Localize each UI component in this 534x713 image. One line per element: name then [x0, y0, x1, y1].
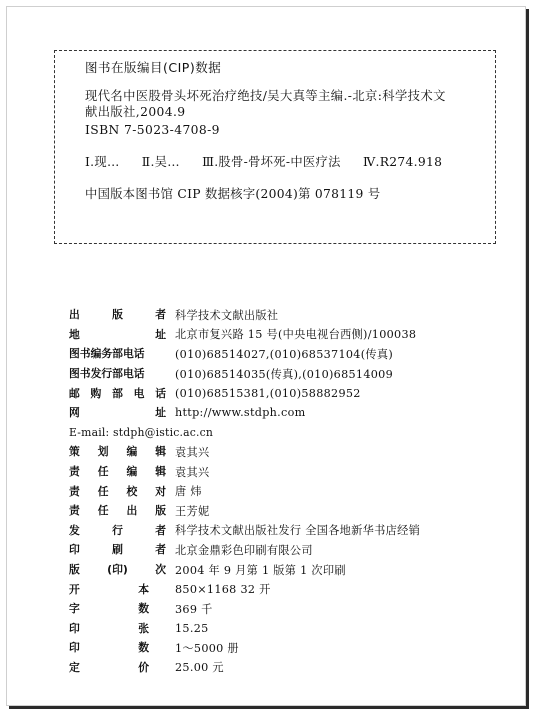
website-value: http://www.stdph.com — [175, 406, 306, 420]
planning-editor-value: 袁其兴 — [175, 445, 210, 459]
colophon-row-responsible-editor — [69, 462, 420, 482]
distributor-label: 发 行 者 — [69, 523, 166, 537]
publisher-value: 科学技术文献出版社 — [175, 308, 279, 322]
colophon-row-production — [69, 501, 420, 521]
colophon-row-publisher — [69, 305, 420, 325]
colophon-row-editorial-phone — [69, 344, 420, 364]
colophon-row-proofreader — [69, 481, 420, 501]
print-run-label: 印 数 — [69, 641, 149, 655]
responsible-editor-label: 责 任 编 辑 — [69, 465, 166, 479]
cip-subject: Ⅱ.吴… — [141, 155, 180, 170]
cip-isbn: ISBN 7-5023-4708-9 — [85, 123, 220, 138]
email-text: E-mail: stdph@istic.ac.cn — [69, 425, 214, 439]
colophon-row-sheets — [69, 619, 420, 639]
responsible-editor-value: 袁其兴 — [175, 465, 210, 479]
cip-subject: Ⅰ.现… — [85, 155, 120, 170]
cip-subject: Ⅲ.股骨-骨坏死-中医疗法 — [202, 155, 341, 170]
sheets-label: 印 张 — [69, 621, 149, 635]
book-page — [6, 6, 526, 706]
colophon — [69, 305, 420, 677]
mail-order-phone-value: (010)68515381,(010)58882952 — [175, 386, 361, 400]
format-label: 开 本 — [69, 582, 149, 596]
distribution-phone-label: 图书发行部电话 — [69, 367, 145, 381]
distributor-value: 科学技术文献出版社发行 全国各地新华书店经销 — [175, 524, 421, 538]
editorial-phone-value: (010)68514027,(010)68537104(传真) — [175, 347, 394, 361]
colophon-row-price — [69, 658, 420, 678]
address-value: 北京市复兴路 15 号(中央电视台西侧)/100038 — [175, 328, 417, 342]
distribution-phone-value: (010)68514035(传真),(010)68514009 — [175, 367, 394, 381]
cip-description-line-2: 献出版社,2004.9 — [85, 105, 186, 120]
colophon-row-edition — [69, 560, 420, 580]
printer-label: 印 刷 者 — [69, 543, 166, 557]
word-count-label: 字 数 — [69, 602, 149, 616]
publisher-label: 出 版 者 — [69, 308, 166, 322]
cip-subject: Ⅳ.R274.918 — [362, 155, 443, 170]
proofreader-value: 唐 炜 — [175, 485, 202, 499]
planning-editor-label: 策 划 编 辑 — [69, 445, 166, 459]
colophon-row-website — [69, 403, 420, 423]
cip-data-box — [54, 50, 496, 244]
cip-title: 图书在版编目(CIP)数据 — [85, 60, 222, 75]
proofreader-label: 责 任 校 对 — [69, 484, 166, 498]
colophon-row-mail-order-phone — [69, 383, 420, 403]
print-run-value: 1～5000 册 — [175, 641, 239, 655]
colophon-row-address — [69, 325, 420, 345]
colophon-row-printer — [69, 540, 420, 560]
website-label: 网 址 — [69, 406, 166, 420]
price-value: 25.00 元 — [175, 661, 224, 675]
colophon-row-word-count — [69, 599, 420, 619]
edition-value: 2004 年 9 月第 1 版第 1 次印刷 — [175, 563, 346, 577]
editorial-phone-label: 图书编务部电话 — [69, 347, 145, 361]
colophon-row-distribution-phone — [69, 364, 420, 384]
colophon-row-format — [69, 579, 420, 599]
production-value: 王芳妮 — [175, 504, 210, 518]
colophon-row-email — [69, 423, 420, 443]
cip-description-line-1: 现代名中医股骨头坏死治疗绝技/吴大真等主编.-北京:科学技术文 — [85, 89, 446, 104]
colophon-row-planning-editor — [69, 442, 420, 462]
cip-check-number: 中国版本图书馆 CIP 数据核字(2004)第 078119 号 — [85, 187, 381, 202]
colophon-row-print-run — [69, 638, 420, 658]
format-value: 850×1168 32 开 — [175, 583, 271, 597]
mail-order-phone-label: 邮 购 部 电 话 — [69, 386, 166, 400]
cip-subjects — [85, 155, 481, 171]
production-label: 责 任 出 版 — [69, 504, 166, 518]
printer-value: 北京金鼎彩色印刷有限公司 — [175, 543, 313, 557]
edition-label: 版 (印) 次 — [69, 563, 166, 577]
word-count-value: 369 千 — [175, 602, 213, 616]
address-label: 地 址 — [69, 327, 166, 341]
colophon-row-distributor — [69, 521, 420, 541]
sheets-value: 15.25 — [175, 621, 209, 635]
price-label: 定 价 — [69, 660, 149, 674]
